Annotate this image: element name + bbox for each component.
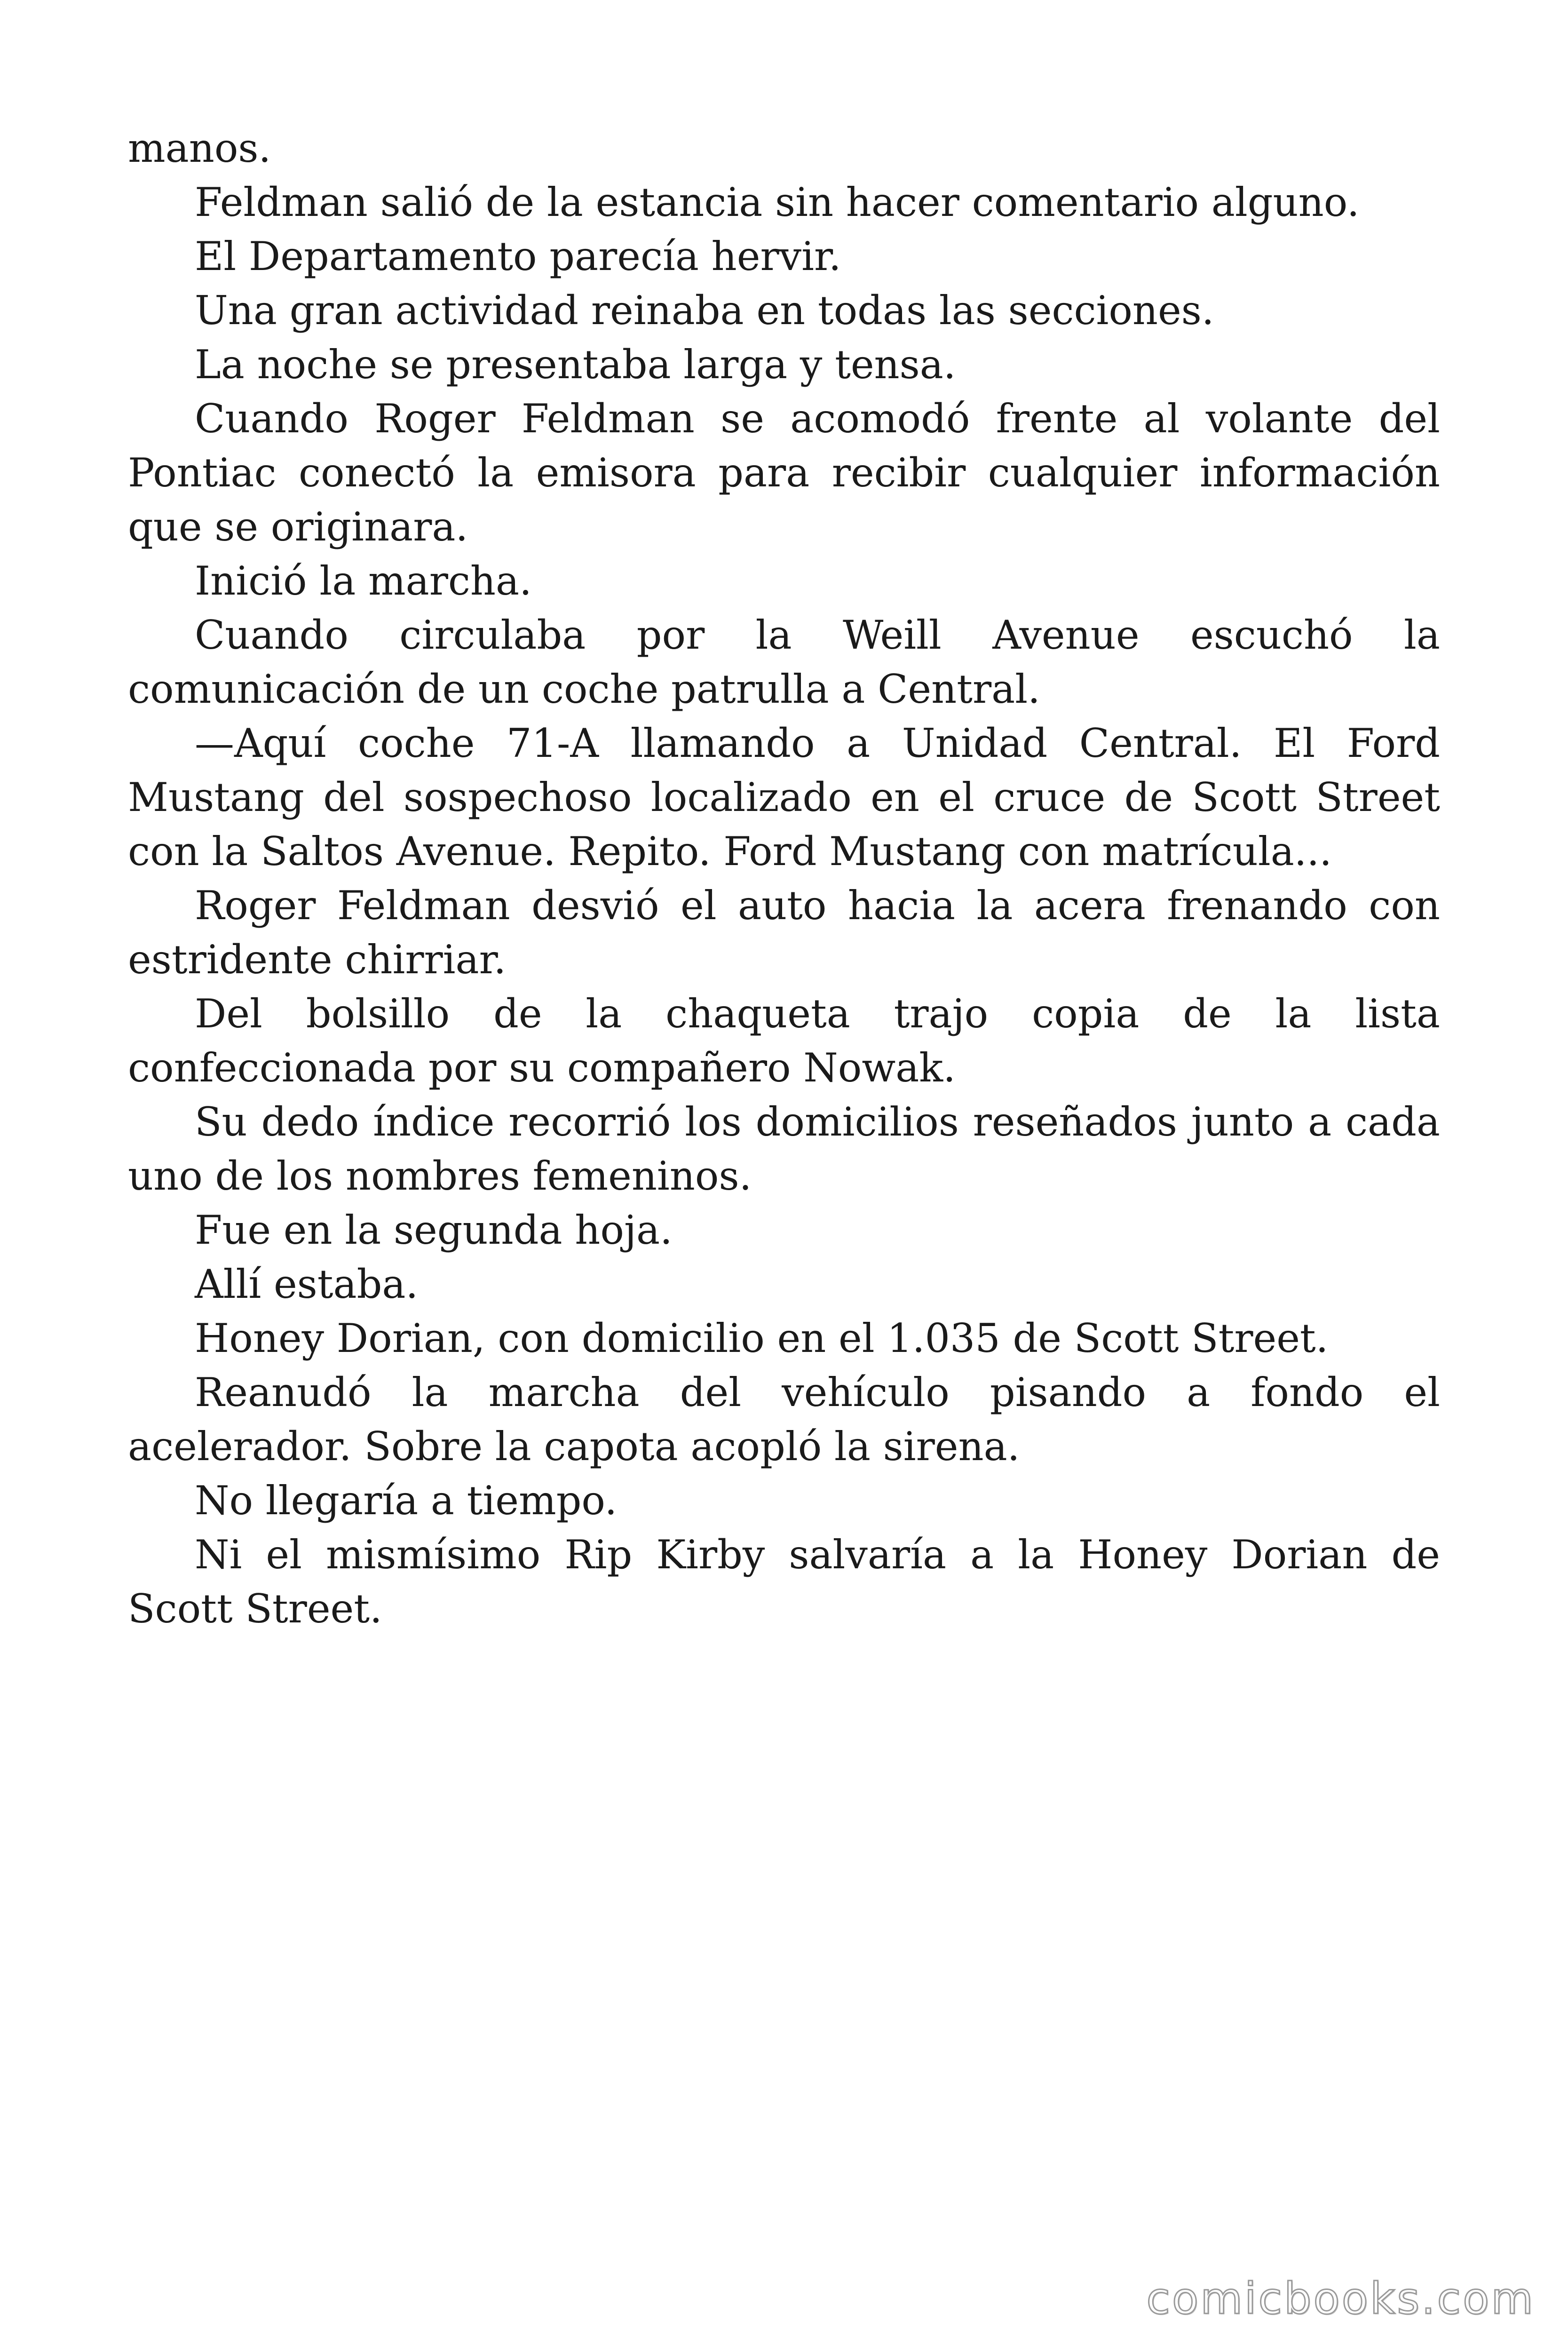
paragraph: Cuando Roger Feldman se acomodó frente al volante del Pontiac conectó la emisora para recibir cualquier información que se originara.: [128, 396, 1440, 550]
paragraph: Allí estaba.: [195, 1261, 419, 1307]
paragraph: —Aquí coche 71-A llamando a Unidad Central. El Ford Mustang del sospechoso localizado en el cruce de Scott Street con la Saltos Avenue. Repito. Ford Mustang con matrícula...: [128, 720, 1440, 874]
paragraph: manos.: [128, 125, 271, 171]
paragraph: Su dedo índice recorrió los domicilios reseñados junto a cada uno de los nombres femeninos.: [128, 1099, 1440, 1199]
paragraph: Ni el mismísimo Rip Kirby salvaría a la Honey Dorian de Scott Street.: [128, 1532, 1440, 1632]
paragraph: Fue en la segunda hoja.: [195, 1207, 673, 1253]
paragraph: Honey Dorian, con domicilio en el 1.035 de Scott Street.: [195, 1315, 1329, 1361]
paragraph: Del bolsillo de la chaqueta trajo copia de la lista confeccionada por su compañero Nowak.: [128, 991, 1440, 1091]
paragraph: No llegaría a tiempo.: [195, 1478, 618, 1524]
paragraph: Roger Feldman desvió el auto hacia la acera frenando con estridente chirriar.: [128, 882, 1440, 983]
paragraph: Reanudó la marcha del vehículo pisando a fondo el acelerador. Sobre la capota acopló la sirena.: [128, 1369, 1440, 1470]
paragraph: Cuando circulaba por la Weill Avenue escuchó la comunicación de un coche patrulla a Central.: [128, 612, 1440, 712]
watermark: comicbooks.com: [1146, 2273, 1535, 2324]
body-text: [128, 121, 1440, 1636]
paragraph: La noche se presentaba larga y tensa.: [195, 342, 956, 388]
paragraph: Una gran actividad reinaba en todas las secciones.: [195, 287, 1214, 334]
paragraph: Feldman salió de la estancia sin hacer comentario alguno.: [195, 179, 1360, 225]
paragraph: Inició la marcha.: [195, 558, 532, 604]
paragraph: El Departamento parecía hervir.: [195, 233, 841, 279]
